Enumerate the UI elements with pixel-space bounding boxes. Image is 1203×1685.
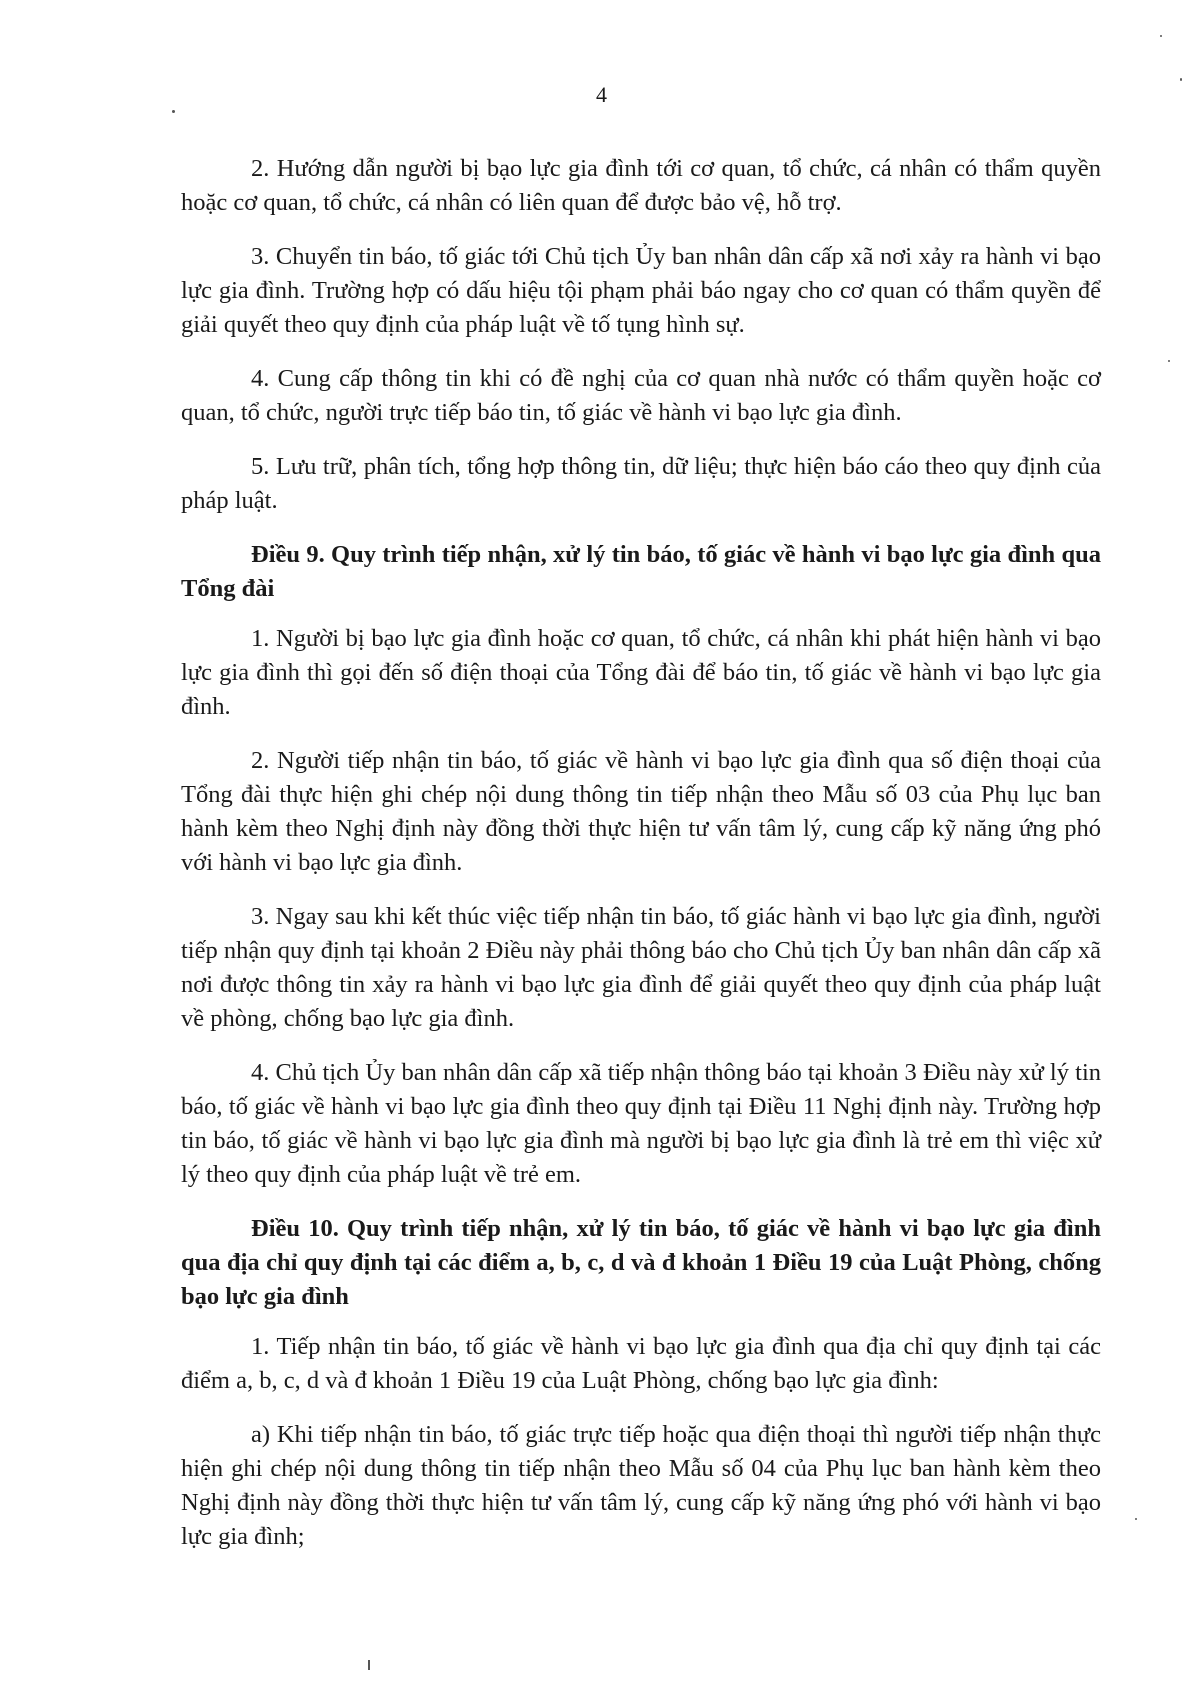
paragraph: 3. Ngay sau khi kết thúc việc tiếp nhận tin báo, tố giác hành vi bạo lực gia đình, người tiếp nhận quy định tại khoản 2 Điều này phải thông báo cho Chủ tịch Ủy ban nhân dân cấp xã nơi được thông tin xảy ra hành vi bạo lực gia đình để giải quyết theo quy định của pháp luật về phòng, chống bạo lực gia đình. <box>181 903 1101 1032</box>
article-heading-9: Điều 9. Quy trình tiếp nhận, xử lý tin báo, tố giác về hành vi bạo lực gia đình qua Tổng đài <box>181 541 1101 602</box>
page-number: 4 <box>596 82 607 107</box>
document-body <box>181 152 1101 1554</box>
paragraph: 4. Chủ tịch Ủy ban nhân dân cấp xã tiếp nhận thông báo tại khoản 3 Điều này xử lý tin báo, tố giác về hành vi bạo lực gia đình theo quy định tại Điều 11 Nghị định này. Trường hợp tin báo, tố giác về hành vi bạo lực gia đình mà người bị bạo lực gia đình là trẻ em thì việc xử lý theo quy định của pháp luật về trẻ em. <box>181 1059 1101 1188</box>
scan-speck <box>1168 360 1170 362</box>
paragraph: 5. Lưu trữ, phân tích, tổng hợp thông tin, dữ liệu; thực hiện báo cáo theo quy định của pháp luật. <box>181 453 1101 514</box>
scan-speck <box>1135 1518 1137 1520</box>
paragraph: 4. Cung cấp thông tin khi có đề nghị của cơ quan nhà nước có thẩm quyền hoặc cơ quan, tổ chức, người trực tiếp báo tin, tố giác về hành vi bạo lực gia đình. <box>181 365 1101 426</box>
article-heading-10: Điều 10. Quy trình tiếp nhận, xử lý tin báo, tố giác về hành vi bạo lực gia đình qua địa chỉ quy định tại các điểm a, b, c, d và đ khoản 1 Điều 19 của Luật Phòng, chống bạo lực gia đình <box>181 1215 1101 1310</box>
paragraph: 2. Người tiếp nhận tin báo, tố giác về hành vi bạo lực gia đình qua số điện thoại của Tổng đài thực hiện ghi chép nội dung thông tin tiếp nhận theo Mẫu số 03 của Phụ lục ban hành kèm theo Nghị định này đồng thời thực hiện tư vấn tâm lý, cung cấp kỹ năng ứng phó với hành vi bạo lực gia đình. <box>181 747 1101 876</box>
paragraph: a) Khi tiếp nhận tin báo, tố giác trực tiếp hoặc qua điện thoại thì người tiếp nhận thực hiện ghi chép nội dung thông tin tiếp nhận theo Mẫu số 04 của Phụ lục ban hành kèm theo Nghị định này đồng thời thực hiện tư vấn tâm lý, cung cấp kỹ năng ứng phó với hành vi bạo lực gia đình; <box>181 1421 1101 1550</box>
scan-speck <box>172 110 175 113</box>
scan-speck <box>1160 35 1162 37</box>
paragraph: 1. Tiếp nhận tin báo, tố giác về hành vi bạo lực gia đình qua địa chỉ quy định tại các điểm a, b, c, d và đ khoản 1 Điều 19 của Luật Phòng, chống bạo lực gia đình: <box>181 1333 1101 1394</box>
scan-speck <box>368 1660 370 1670</box>
paragraph: 3. Chuyển tin báo, tố giác tới Chủ tịch Ủy ban nhân dân cấp xã nơi xảy ra hành vi bạo lực gia đình. Trường hợp có dấu hiệu tội phạm phải báo ngay cho cơ quan có thẩm quyền để giải quyết theo quy định của pháp luật về tố tụng hình sự. <box>181 243 1101 338</box>
paragraph: 2. Hướng dẫn người bị bạo lực gia đình tới cơ quan, tổ chức, cá nhân có thẩm quyền hoặc cơ quan, tổ chức, cá nhân có liên quan để được bảo vệ, hỗ trợ. <box>181 155 1101 216</box>
paragraph: 1. Người bị bạo lực gia đình hoặc cơ quan, tổ chức, cá nhân khi phát hiện hành vi bạo lực gia đình thì gọi đến số điện thoại của Tổng đài để báo tin, tố giác về hành vi bạo lực gia đình. <box>181 625 1101 720</box>
scan-speck <box>1180 78 1182 81</box>
